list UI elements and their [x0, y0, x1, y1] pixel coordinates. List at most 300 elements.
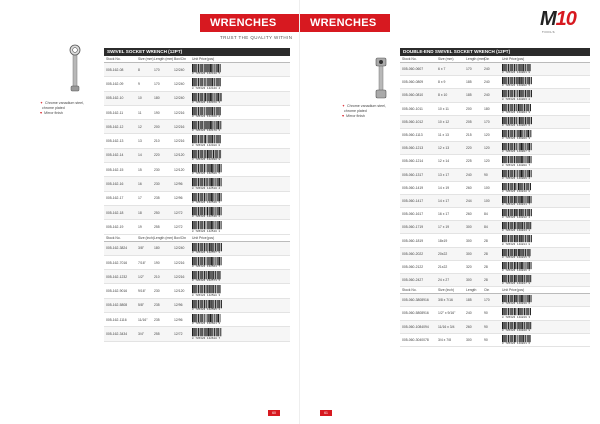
barcode — [500, 117, 590, 127]
barcode — [190, 285, 290, 296]
cell-length: 320 — [466, 264, 472, 269]
cell-size: 3/8" — [138, 246, 144, 251]
barcode-number: 8 785326 142595 1 — [192, 308, 221, 312]
cell-length: 185 — [466, 93, 472, 98]
cell-size: 8 x 9 — [438, 80, 446, 85]
barcode-number: 8 785326 148807 0 — [502, 150, 531, 154]
barcode-bars — [502, 117, 532, 124]
feature-item: ♥ Mirror finish — [342, 114, 365, 118]
cell-size: 18x19 — [438, 238, 448, 243]
barcode-number: 8 785326 148819 3 — [502, 315, 531, 319]
barcode-number: 8 785326 148809 4 — [502, 176, 531, 180]
barcode — [190, 271, 290, 282]
table-body — [400, 63, 590, 287]
barcode-number: 8 785326 142470 1 — [192, 129, 221, 133]
cell-length: 230 — [154, 182, 160, 187]
cell-stock: 005-162-5808 — [106, 303, 128, 308]
barcode-number: 8 785326 148820 9 — [502, 328, 531, 332]
table-body-inch — [400, 294, 590, 347]
barcode — [500, 209, 590, 219]
cell-length: 185 — [466, 298, 472, 303]
barcode-number: 8 785326 148801 8 — [502, 71, 531, 75]
cell-length: 220 — [466, 146, 472, 151]
cell-stock: 005-162-3824 — [106, 246, 128, 251]
swivel-wrench-image — [62, 44, 88, 92]
cell-box: 12/216 — [174, 260, 185, 265]
barcode-bars — [192, 164, 222, 172]
barcode-bars — [502, 249, 532, 256]
cell-size: 1/2" — [138, 274, 144, 279]
barcode-bars — [502, 104, 532, 111]
cell-stock: 005-060-1819 — [402, 238, 424, 243]
barcode-number: 8 785326 148813 1 — [502, 229, 531, 233]
barcode-bars — [502, 130, 532, 137]
column-header: Size (mm) — [438, 57, 454, 61]
right-page — [300, 0, 600, 424]
table-row — [400, 248, 590, 261]
cell-size: 20x22 — [438, 251, 448, 256]
cell-stock: 005-060-5808916 — [402, 311, 429, 316]
barcode — [500, 143, 590, 153]
table-row — [400, 261, 590, 274]
barcode-bars — [192, 314, 222, 322]
barcode — [190, 257, 290, 268]
barcode-bars — [192, 207, 222, 215]
cell-size: 9/16" — [138, 289, 146, 294]
column-header: Size (inch) — [138, 235, 155, 240]
cell-length: 244 — [466, 198, 472, 203]
left-section-title: WRENCHES — [210, 17, 277, 29]
cell-stock: 005-162-14 — [106, 153, 124, 158]
cell-size: 19 — [138, 224, 142, 229]
feature-item: ✦ Chrome vanadium steel, — [342, 104, 386, 108]
barcode-bars — [192, 78, 222, 86]
table-body-inch — [104, 242, 290, 342]
barcode — [500, 295, 590, 305]
barcode-bars — [502, 77, 532, 84]
cell-box: 12/96 — [174, 182, 183, 187]
barcode-bars — [502, 308, 532, 315]
barcode-bars — [192, 107, 222, 115]
cell-box: 12/216 — [174, 139, 185, 144]
barcode — [500, 275, 590, 285]
table-row — [104, 92, 290, 106]
barcode-number: 8 785326 148810 0 — [502, 189, 531, 193]
cell-size: 17 — [138, 196, 142, 201]
cell-size: 6 x 7 — [438, 67, 446, 72]
cell-box: 12/120 — [174, 289, 185, 294]
cell-stock: 005-162-7016 — [106, 260, 128, 265]
cell-length: 260 — [466, 324, 472, 329]
cell-length: 300 — [466, 337, 472, 342]
feature-item: chrome plated — [344, 109, 367, 113]
cell-size: 24 x 27 — [438, 278, 450, 283]
cell-size: 11/16" — [138, 317, 148, 322]
barcode — [500, 196, 590, 206]
cell-size: 8 x 10 — [438, 93, 448, 98]
cell-size: 11 — [138, 110, 142, 115]
cell-ctn: 90 — [484, 172, 488, 177]
barcode-number: 8 785326 142480 0 — [192, 143, 221, 147]
cell-length: 255 — [154, 331, 160, 336]
cell-size: 16 — [138, 182, 142, 187]
table-row — [104, 284, 290, 298]
cell-box: 12/96 — [174, 317, 183, 322]
cell-length: 250 — [154, 210, 160, 215]
barcode-bars — [502, 322, 532, 329]
cell-size: 14 — [138, 153, 142, 158]
barcode-bars — [192, 193, 222, 201]
table-row — [400, 182, 590, 195]
table-row — [104, 163, 290, 177]
column-header: Stock No. — [402, 288, 417, 293]
column-header: Box/Ctn — [174, 57, 187, 61]
table-row — [104, 313, 290, 327]
cell-length: 235 — [154, 196, 160, 201]
barcode-number: 8 785326 142490 9 — [192, 158, 221, 162]
table-row — [400, 129, 590, 142]
page-number: 61 — [320, 410, 332, 416]
cell-size: 13 — [138, 139, 142, 144]
barcode-number: 8 785326 142564 7 — [192, 265, 221, 269]
cell-size: 12 x 13 — [438, 146, 450, 151]
cell-length: 240 — [466, 172, 472, 177]
cell-length: 235 — [154, 317, 160, 322]
table-row — [400, 321, 590, 334]
barcode — [500, 222, 590, 232]
left-feature-list — [40, 101, 84, 116]
barcode-bars — [502, 156, 532, 163]
cell-stock: 005-060-1317 — [402, 172, 424, 177]
cell-box: 12/72 — [174, 224, 183, 229]
tagline: TRUST THE QUALITY WITHIN — [220, 35, 293, 40]
cell-length: 205 — [466, 119, 472, 124]
cell-length: 200 — [466, 106, 472, 111]
cell-length: 240 — [466, 311, 472, 316]
cell-ctn: 90 — [484, 311, 488, 316]
cell-box: 12/72 — [174, 210, 183, 215]
cell-stock: 005-060-0607 — [402, 67, 424, 72]
barcode-bars — [192, 221, 222, 229]
cell-ctn: 180 — [484, 106, 490, 111]
table-row — [104, 177, 290, 191]
cell-box: 12/96 — [174, 303, 183, 308]
column-header: Unit Price(pcs) — [502, 288, 525, 293]
barcode-bars — [502, 222, 532, 229]
barcode — [500, 156, 590, 166]
barcode — [190, 207, 290, 218]
barcode-bars — [502, 64, 532, 71]
barcode-number: 8 785326 142450 3 — [192, 100, 221, 104]
cell-size: 3/4" — [138, 331, 144, 336]
barcode-bars — [192, 300, 222, 308]
feature-item: ♥ Mirror finish — [40, 111, 63, 115]
cell-length: 190 — [154, 110, 160, 115]
cell-stock: 005-162-08 — [106, 67, 124, 72]
table-row — [400, 208, 590, 221]
barcode-number: 8 785326 142571 5 — [192, 279, 221, 283]
barcode — [190, 121, 290, 132]
barcode — [190, 300, 290, 311]
cell-size: 9 — [138, 81, 140, 86]
cell-length: 300 — [466, 251, 472, 256]
barcode — [190, 107, 290, 118]
right-header-band — [300, 14, 390, 32]
barcode-number: 8 785326 148821 6 — [502, 341, 531, 345]
cell-size: 14 x 17 — [438, 198, 450, 203]
cell-length: 170 — [154, 81, 160, 86]
barcode — [500, 308, 590, 318]
cell-stock: 005-162-11 — [106, 110, 124, 115]
cell-stock: 005-162-19 — [106, 224, 124, 229]
cell-stock: 005-162-17 — [106, 196, 124, 201]
cell-size: 8 — [138, 67, 140, 72]
cell-length: 260 — [466, 212, 472, 217]
cell-stock: 005-162-13 — [106, 139, 124, 144]
cell-ctn: 28 — [484, 264, 488, 269]
cell-box: 12/120 — [174, 153, 185, 158]
cell-size: 12 x 14 — [438, 159, 450, 164]
column-header: Length — [466, 288, 477, 293]
barcode-number: 8 785326 142588 3 — [192, 293, 221, 297]
cell-stock: 005-060-1419 — [402, 185, 424, 190]
barcode-bars — [502, 143, 532, 150]
table-row — [104, 242, 290, 256]
cell-ctn: 170 — [484, 298, 490, 303]
barcode-number: 8 785326 142430 5 — [192, 72, 221, 76]
column-header: Length (mm) — [466, 57, 486, 61]
table-row — [104, 192, 290, 206]
table-row — [400, 307, 590, 320]
column-header: Size (inch) — [438, 288, 455, 293]
cell-size: 10 — [138, 96, 142, 101]
barcode-number: 8 785326 142618 7 — [192, 336, 221, 340]
barcode — [190, 150, 290, 161]
cell-length: 235 — [154, 303, 160, 308]
barcode-bars — [192, 257, 222, 265]
barcode-number: 8 785326 142520 3 — [192, 200, 221, 204]
table-row — [400, 294, 590, 307]
cell-stock: 005-060-1084094 — [402, 324, 429, 329]
cell-size: 11 x 13 — [438, 133, 449, 138]
table-row — [400, 274, 590, 287]
barcode-number: 8 785326 148816 2 — [502, 269, 531, 272]
table-row — [400, 63, 590, 76]
table-row — [400, 89, 590, 102]
column-header: Size (mm) — [138, 57, 154, 61]
barcode-bars — [502, 335, 532, 342]
cell-ctn: 120 — [484, 133, 490, 138]
barcode-bars — [192, 93, 222, 101]
table-row — [104, 106, 290, 120]
left-header-band — [200, 14, 300, 32]
table-row — [104, 299, 290, 313]
barcode — [500, 335, 590, 345]
cell-stock: 005-060-1719 — [402, 225, 424, 230]
barcode — [500, 104, 590, 114]
cell-ctn: 90 — [484, 337, 488, 342]
cell-box: 12/120 — [174, 167, 185, 172]
cell-length: 230 — [154, 289, 160, 294]
barcode-number: 8 785326 142530 2 — [192, 215, 221, 219]
column-header: Length (mm) — [154, 57, 174, 61]
barcode-number: 8 785326 142460 2 — [192, 115, 221, 119]
brand-logo: M10 TOOLS — [540, 8, 576, 34]
cell-ctn: 84 — [484, 225, 488, 230]
barcode — [500, 249, 590, 259]
cell-stock: 005-060-1213 — [402, 146, 424, 151]
cell-length: 210 — [154, 274, 160, 279]
table-row — [400, 169, 590, 182]
table-row — [400, 334, 590, 347]
barcode-number: 8 785326 148814 8 — [502, 242, 531, 246]
table-row — [104, 120, 290, 134]
barcode-number: 8 785326 142440 4 — [192, 86, 221, 90]
barcode-bars — [192, 64, 222, 72]
column-header: Ctn — [484, 57, 490, 61]
barcode-bars — [502, 262, 532, 269]
cell-length: 225 — [466, 159, 472, 164]
cell-size: 7/16" — [138, 260, 146, 265]
barcode — [190, 221, 290, 232]
cell-length: 170 — [154, 67, 160, 72]
feature-item: ✦ Chrome vanadium steel, — [40, 101, 84, 105]
cell-length: 220 — [154, 153, 160, 158]
table-row — [104, 149, 290, 163]
swivel-socket-wrench-table — [104, 48, 290, 342]
cell-stock: 005-162-1116 — [106, 317, 127, 322]
column-header: Ctn — [484, 288, 490, 293]
column-header: Unit Price(pcs) — [192, 235, 215, 240]
cell-stock: 005-060-1012 — [402, 119, 424, 124]
cell-stock: 005-060-3808916 — [402, 298, 429, 303]
cell-length: 300 — [466, 238, 472, 243]
table-row — [104, 77, 290, 91]
barcode-number: 8 785326 142557 9 — [192, 250, 221, 254]
barcode — [190, 314, 290, 325]
cell-ctn: 100 — [484, 198, 490, 203]
cell-ctn: 28 — [484, 238, 488, 243]
cell-ctn: 28 — [484, 251, 488, 256]
cell-length: 180 — [154, 246, 160, 251]
cell-size: 12 — [138, 124, 142, 129]
barcode-number: 8 785326 148811 7 — [502, 203, 531, 207]
column-header: Length (mm) — [154, 235, 174, 240]
cell-length: 255 — [154, 224, 160, 229]
table-header — [400, 56, 590, 63]
cell-ctn: 170 — [484, 119, 490, 124]
barcode — [500, 262, 590, 272]
barcode-number: 8 785326 148805 6 — [502, 123, 531, 127]
cell-length: 260 — [466, 185, 472, 190]
table-header — [104, 56, 290, 63]
barcode-bars — [192, 243, 222, 251]
table-row — [400, 234, 590, 247]
cell-ctn: 100 — [484, 185, 490, 190]
barcode — [190, 193, 290, 204]
cell-box: 12/240 — [174, 246, 185, 251]
barcode — [190, 164, 290, 175]
barcode — [500, 322, 590, 332]
cell-box: 12/240 — [174, 96, 185, 101]
barcode-bars — [192, 285, 222, 293]
column-header: Stock No. — [106, 235, 121, 240]
cell-length: 210 — [154, 139, 160, 144]
barcode-number: 8 785326 142601 9 — [192, 322, 221, 326]
column-header: Unit Price(pcs) — [502, 57, 525, 61]
cell-box: 12/96 — [174, 196, 183, 201]
cell-stock: 005-060-0810 — [402, 93, 424, 98]
barcode — [500, 64, 590, 74]
barcode-bars — [502, 196, 532, 203]
cell-length: 230 — [154, 167, 160, 172]
table-row — [104, 220, 290, 234]
table-row — [400, 103, 590, 116]
table-title: SWIVEL SOCKET WRENCH (12PT) — [104, 48, 290, 56]
cell-box: 12/216 — [174, 110, 185, 115]
barcode-bars — [502, 183, 532, 190]
barcode-bars — [502, 170, 532, 177]
double-end-swivel-wrench-table — [400, 48, 590, 347]
table-row — [400, 221, 590, 234]
cell-ctn: 240 — [484, 80, 490, 85]
cell-length: 185 — [466, 80, 472, 85]
barcode — [500, 183, 590, 193]
feature-item: chrome plated — [42, 106, 65, 110]
barcode-number: 8 785326 148808 7 — [502, 163, 531, 167]
cell-ctn: 90 — [484, 324, 488, 329]
cell-length: 200 — [154, 124, 160, 129]
cell-box: 12/240 — [174, 67, 185, 72]
cell-length: 180 — [154, 96, 160, 101]
barcode-number: 8 785326 148804 9 — [502, 110, 531, 114]
barcode — [190, 78, 290, 89]
barcode-bars — [192, 121, 222, 129]
cell-ctn: 84 — [484, 212, 488, 217]
cell-stock: 005-060-2427 — [402, 278, 424, 283]
cell-stock: 005-162-15 — [106, 167, 124, 172]
table-header-inch — [400, 287, 590, 294]
cell-stock: 005-162-12 — [106, 124, 124, 129]
table-row — [400, 195, 590, 208]
table-row — [104, 63, 290, 77]
cell-size: 18 — [138, 210, 142, 215]
barcode-bars — [192, 328, 222, 336]
barcode-number: 8 785326 148803 2 — [502, 97, 531, 101]
column-header: Stock No. — [106, 57, 121, 61]
cell-stock: 005-060-2122 — [402, 264, 424, 269]
barcode-number: 8 785326 148806 3 — [502, 137, 531, 141]
cell-size: 10 x 11 — [438, 106, 449, 111]
cell-size: 11/16 x 3/4 — [438, 324, 455, 329]
table-row — [104, 134, 290, 148]
barcode-number: 8 785326 148815 5 — [502, 255, 531, 259]
barcode-number: 8 785326 148818 6 — [502, 302, 531, 306]
barcode-bars — [502, 235, 532, 242]
cell-stock: 005-060-0809 — [402, 80, 424, 85]
column-header: Unit Price(pcs) — [192, 57, 215, 61]
barcode — [190, 64, 290, 75]
cell-stock: 005-162-3434 — [106, 331, 128, 336]
table-row — [104, 270, 290, 284]
cell-length: 190 — [154, 260, 160, 265]
table-row — [400, 76, 590, 89]
table-row — [104, 256, 290, 270]
cell-size: 3/8 x 7/16 — [438, 298, 453, 303]
barcode — [500, 170, 590, 180]
cell-stock: 005-162-16 — [106, 182, 124, 187]
barcode — [190, 178, 290, 189]
